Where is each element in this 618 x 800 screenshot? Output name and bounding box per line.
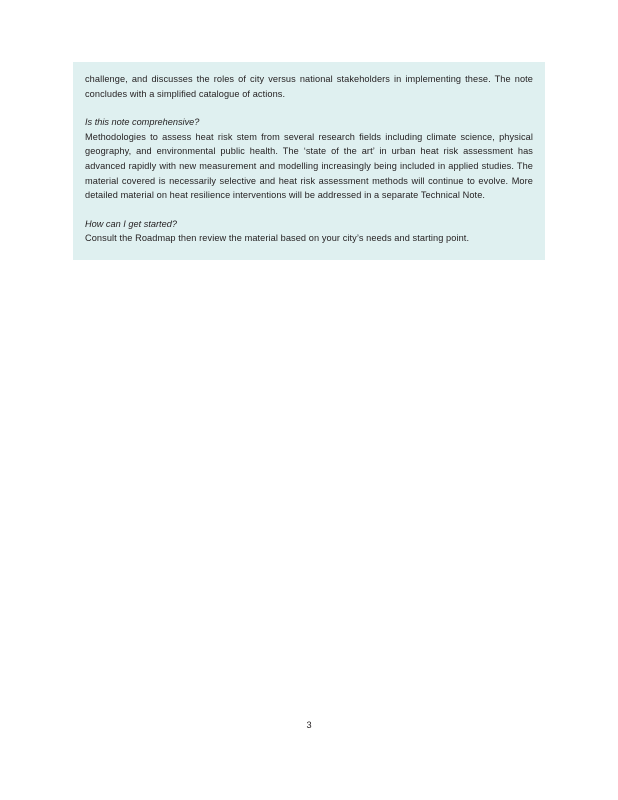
paragraph-spacer (85, 101, 533, 115)
answer-paragraph-get-started: Consult the Roadmap then review the material based on your city’s needs and starting point. (85, 233, 470, 244)
intro-paragraph: challenge, and discusses the roles of city versus national stakeholders in implementing these. The note concludes with a simplified catalogue of actions. (85, 74, 533, 99)
paragraph-spacer (85, 203, 533, 217)
question-heading-comprehensive: Is this note comprehensive? (85, 117, 200, 128)
answer-paragraph-comprehensive: Methodologies to assess heat risk stem from several research fields including climate science, physical geography, and environmental public health. The ‘state of the art’ in urban heat risk assessment has advanced rapidly with new measurement and modelling increasingly being included in applied studies. The material covered is necessarily selective and heat risk assessment methods will continue to evolve. More detailed material on heat resilience interventions will be addressed in a separate Technical Note. (85, 131, 533, 201)
callout-box (73, 62, 545, 260)
question-heading-get-started: How can I get started? (85, 218, 177, 229)
page-number: 3 (306, 720, 312, 730)
